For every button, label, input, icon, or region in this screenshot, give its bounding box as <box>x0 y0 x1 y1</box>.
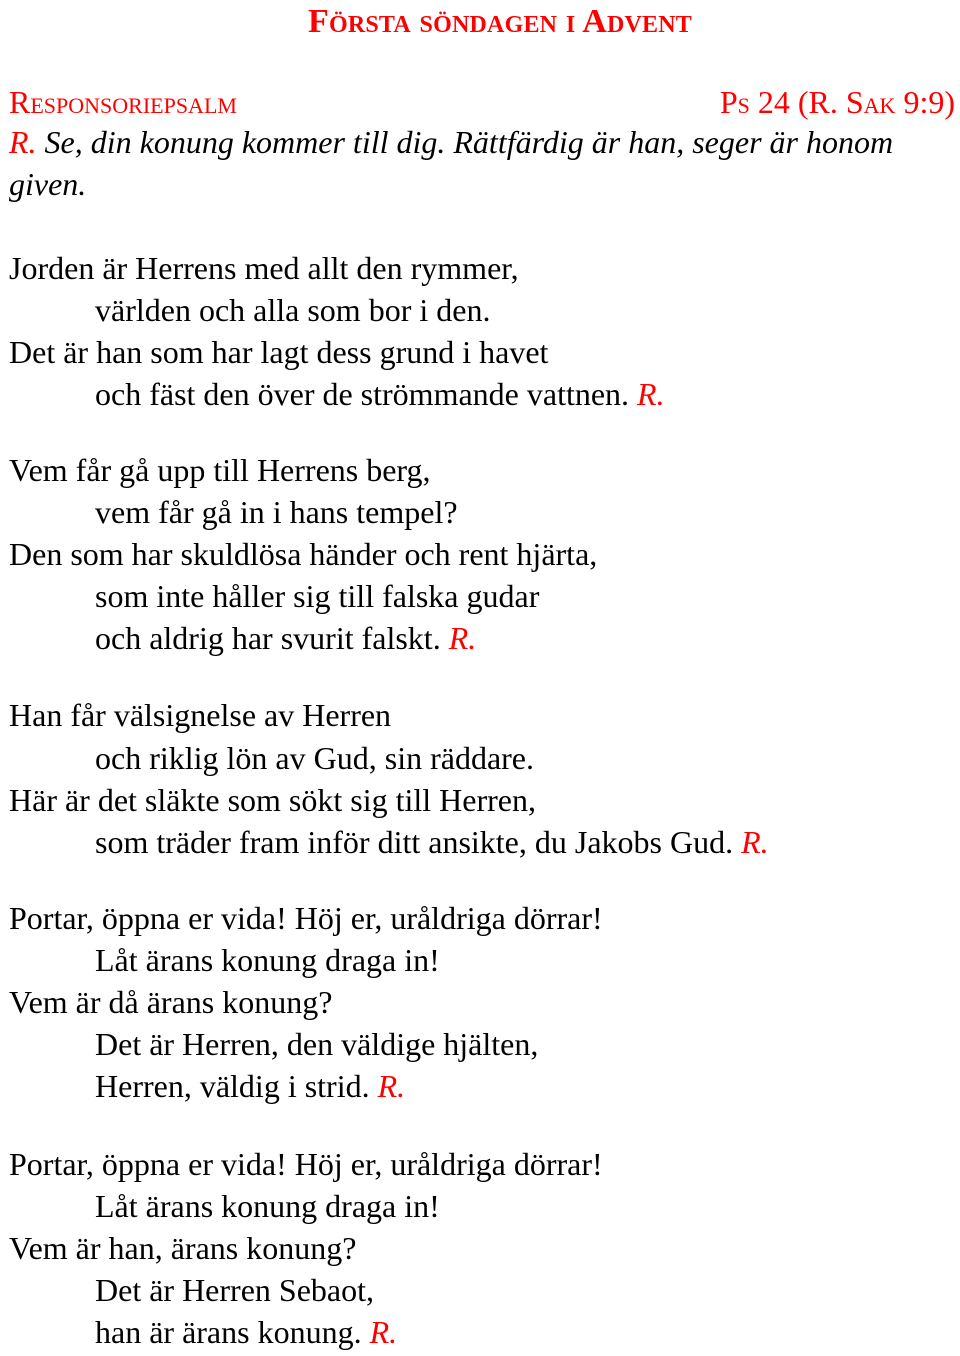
response-marker: R. <box>448 620 477 656</box>
response-marker: R. <box>377 1068 406 1104</box>
verse-line-text: som träder fram inför ditt ansikte, du Jakobs Gud. <box>95 824 734 860</box>
verse-line-text: han är ärans konung. <box>95 1314 362 1350</box>
refrain-marker: R. <box>9 124 37 160</box>
verse-line: Vem är då ärans konung? <box>9 984 333 1020</box>
verse-line: som inte håller sig till falska gudar <box>95 578 540 614</box>
verse-line <box>95 373 665 415</box>
verse-line: Jorden är Herrens med allt den rymmer, <box>9 250 519 286</box>
verse-line: världen och alla som bor i den. <box>95 292 491 328</box>
response-marker: R. <box>369 1314 398 1350</box>
verse-line: Portar, öppna er vida! Höj er, uråldriga dörrar! <box>9 900 603 936</box>
verse-line: vem får gå in i hans tempel? <box>95 494 458 530</box>
verse-line: Vem får gå upp till Herrens berg, <box>9 452 431 488</box>
verse-line: Här är det släkte som sökt sig till Herren, <box>9 782 536 818</box>
verse-line: Portar, öppna er vida! Höj er, uråldriga dörrar! <box>9 1146 603 1182</box>
verse-line: Han får välsignelse av Herren <box>9 697 392 733</box>
verse-line: Det är Herren, den väldige hjälten, <box>95 1026 539 1062</box>
verse-line: Det är Herren Sebaot, <box>95 1272 374 1308</box>
psalm-heading <box>9 82 955 122</box>
refrain-text: Se, din konung kommer till dig. Rättfärdig är han, seger är honom given. <box>9 124 894 202</box>
verse-line-text: och fäst den över de strömmande vattnen. <box>95 376 630 412</box>
verse-line: Låt ärans konung draga in! <box>95 942 440 978</box>
refrain <box>9 121 929 205</box>
verse-line: Låt ärans konung draga in! <box>95 1188 440 1224</box>
psalm-heading-label: Responsoriepsalm <box>9 84 237 120</box>
verse-line <box>95 617 476 659</box>
verse-line: Det är han som har lagt dess grund i havet <box>9 334 549 370</box>
page-title: Första söndagen i Advent <box>307 3 693 40</box>
verse-line-text: Herren, väldig i strid. <box>95 1068 370 1104</box>
verse-line: Den som har skuldlösa händer och rent hjärta, <box>9 536 598 572</box>
verse-line: Vem är han, ärans konung? <box>9 1230 357 1266</box>
verse-line <box>95 1311 397 1353</box>
verse-line-text: och aldrig har svurit falskt. <box>95 620 441 656</box>
verse-line <box>95 1065 405 1107</box>
psalm-reference: Ps 24 (R. Sak 9:9) <box>719 84 955 120</box>
verse-line <box>95 821 769 863</box>
response-marker: R. <box>741 824 769 860</box>
verse-line: och riklig lön av Gud, sin räddare. <box>95 740 534 776</box>
response-marker: R. <box>637 376 665 412</box>
